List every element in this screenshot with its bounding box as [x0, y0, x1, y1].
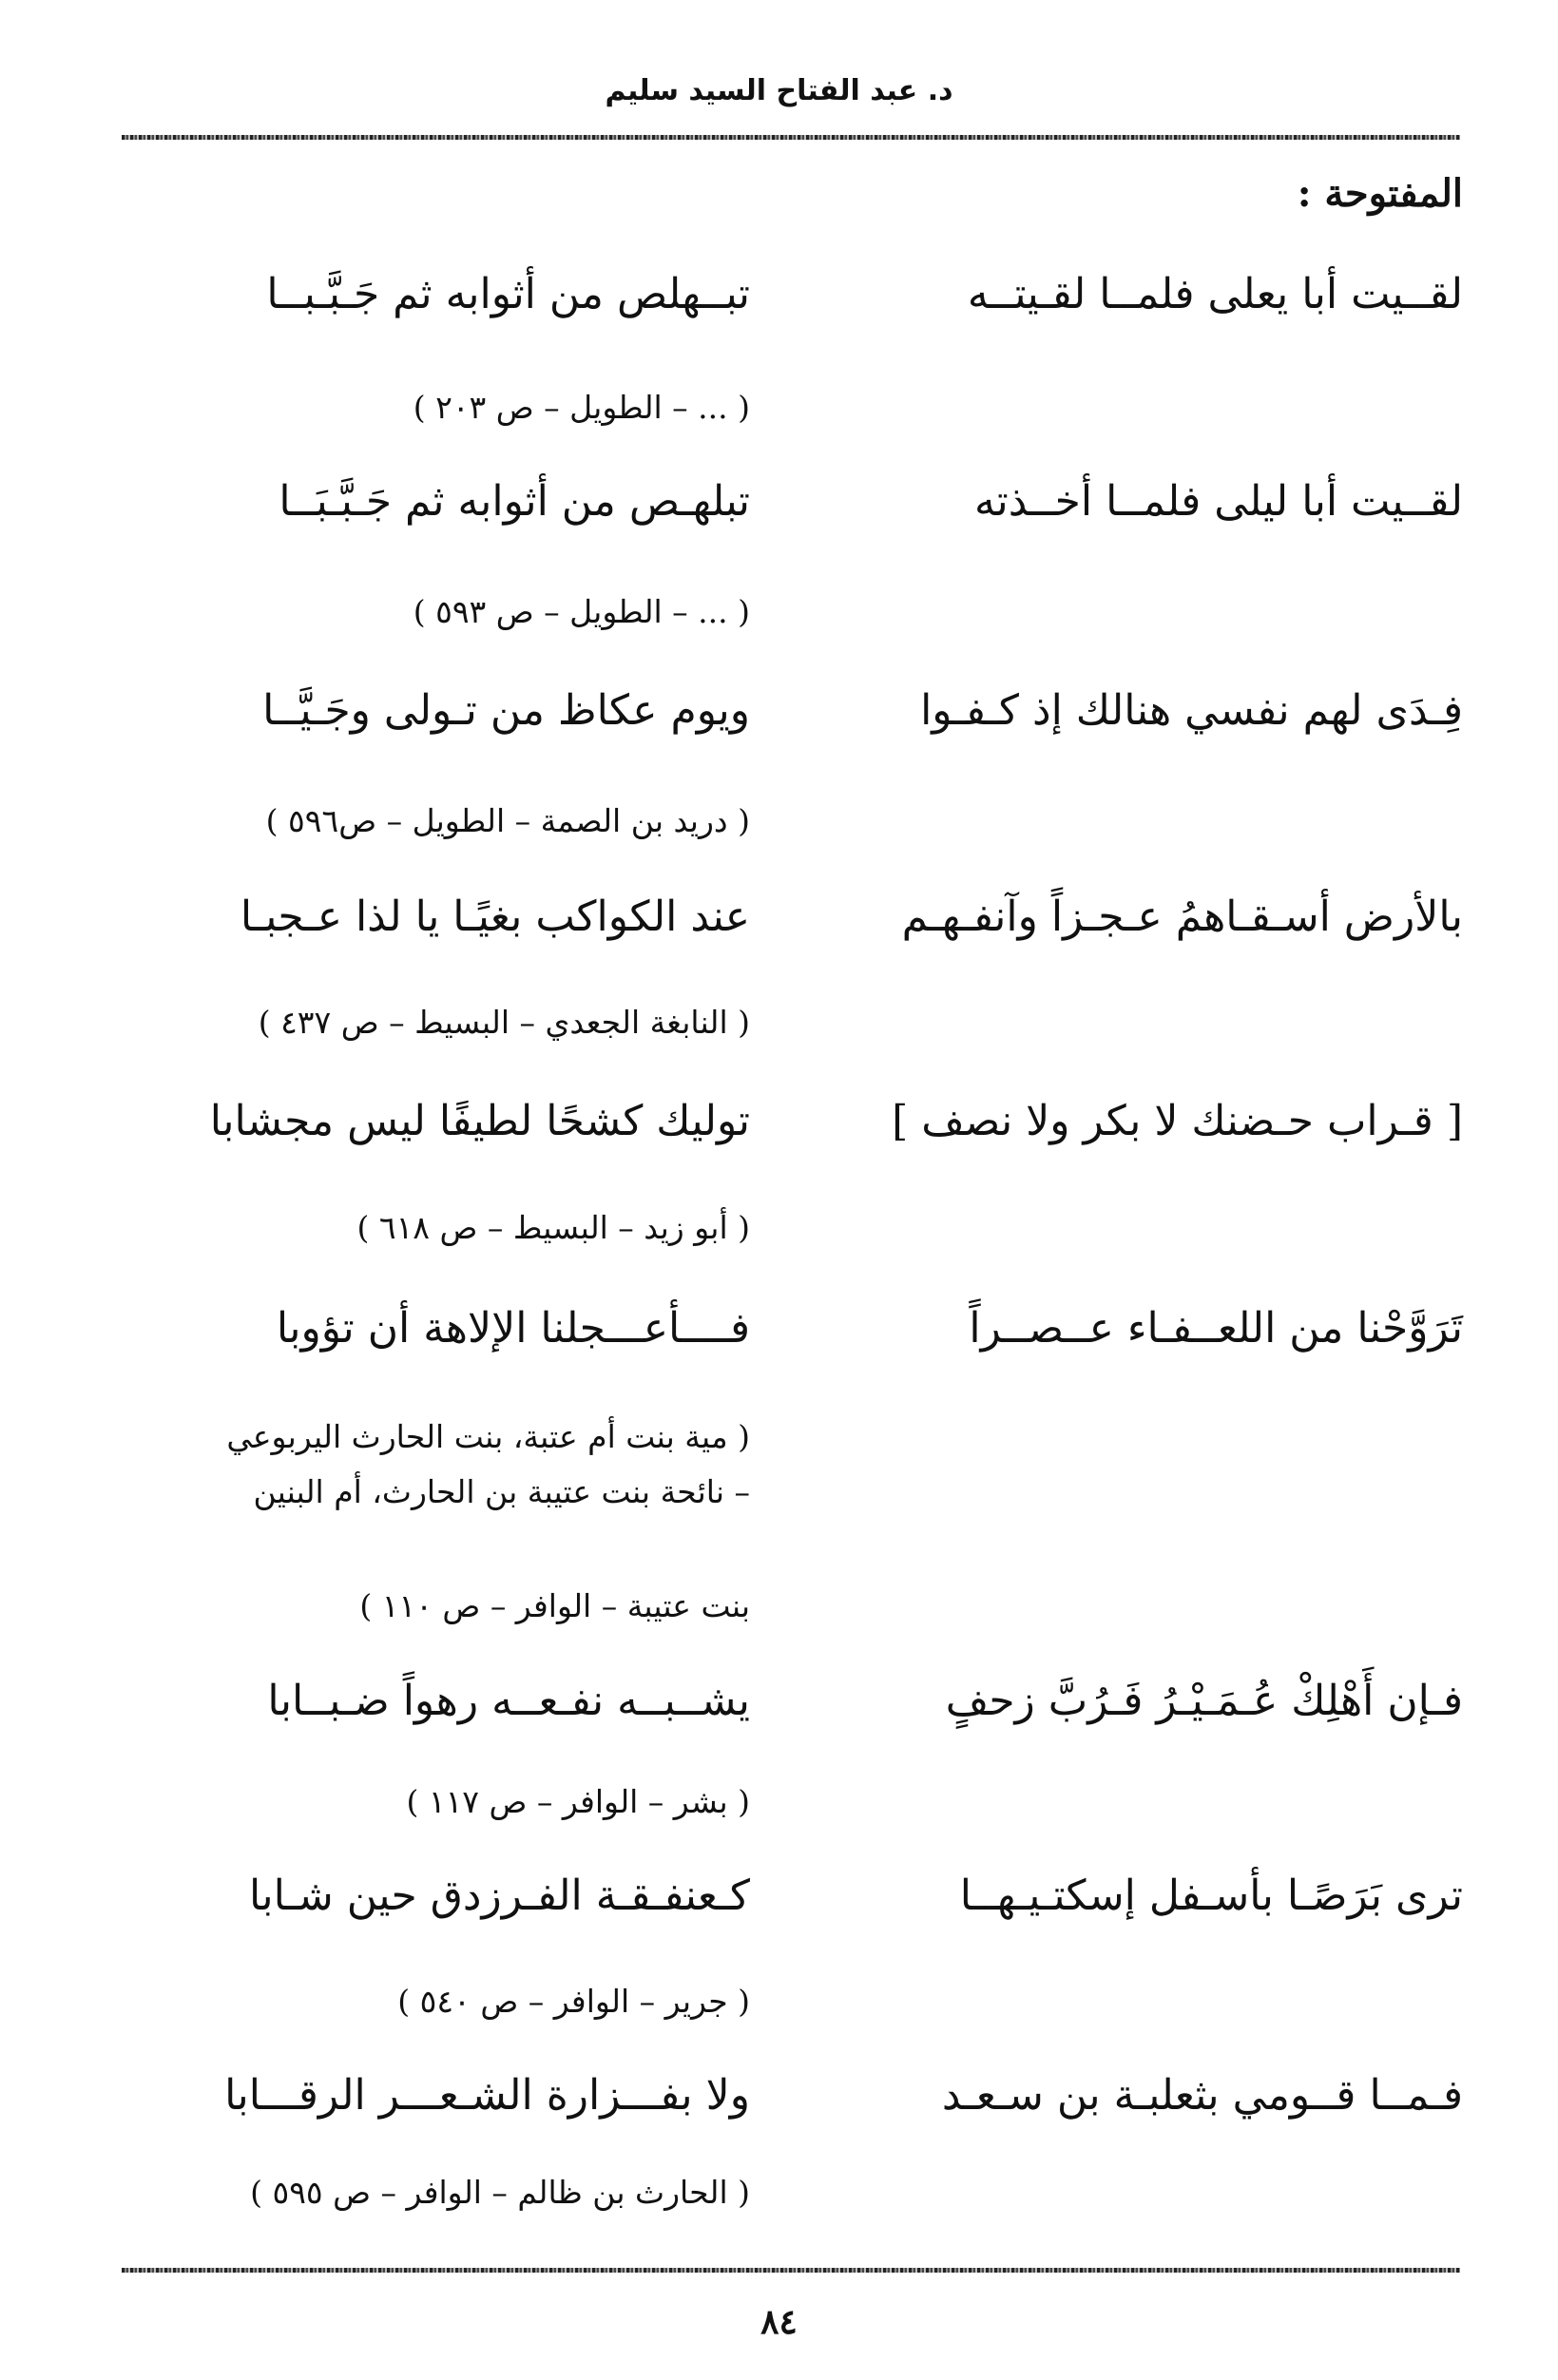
- verse-source: ( جرير – الوافر – ص ٥٤٠ ): [397, 1983, 750, 2020]
- verse-second-hemistich: ويوم عكاظ من تـولى وجَـيَّــا: [262, 686, 750, 735]
- verse-first-hemistich: فـإن أَهْلِكْ عُـمَـيْـرُ فَـرُبَّ زحفٍ: [945, 1677, 1463, 1725]
- verse-source: ( ... – الطويل – ص ٢٠٣ ): [413, 389, 750, 426]
- verse-first-hemistich: فِـدَى لهم نفسي هنالك إذ كـفـوا: [920, 686, 1463, 735]
- verse-second-hemistich: كـعنفـقـة الفـرزدق حين شـابا: [248, 1871, 750, 1920]
- section-title: المفتوحة :: [1297, 171, 1463, 216]
- verse-source-line: بنت عتيبة – الوافر – ص ١١٠ ): [359, 1587, 750, 1624]
- running-header: د. عبد الفتاح السيد سليم: [605, 74, 953, 107]
- verse-first-hemistich: لقــيت أبا ليلى فلمــا أخــذته: [973, 477, 1463, 526]
- verse-first-hemistich: فـمــا قــومي بثعلبـة بن سـعـد: [941, 2071, 1463, 2120]
- verse-first-hemistich: لقــيت أبا يعلى فلمــا لقـيتــه: [967, 270, 1463, 318]
- verse-second-hemistich: تبلهـص من أثوابه ثم جَـبَّـبَــا: [279, 477, 750, 526]
- page-number: ٨٤: [760, 2302, 798, 2342]
- verse-first-hemistich: تَرَوَّحْنا من اللعــفـاء عــصــراً: [969, 1304, 1463, 1353]
- verse-source: ( دريد بن الصمة – الطويل – ص٥٩٦ ): [265, 802, 750, 839]
- verse-second-hemistich: ولا بفـــزارة الشـعـــر الرقـــابا: [224, 2071, 750, 2120]
- verse-source-line: ( مية بنت أم عتبة، بنت الحارث اليربوعي: [226, 1418, 750, 1455]
- verse-first-hemistich: بالأرض أسـقـاهمُ عـجـزاً وآنفـهـم: [901, 892, 1463, 941]
- verse-source: ( النابغة الجعدي – البسيط – ص ٤٣٧ ): [258, 1004, 750, 1041]
- footer-rule: [122, 2268, 1460, 2273]
- verse-source: ( الحارث بن ظالم – الوافر – ص ٥٩٥ ): [250, 2174, 750, 2211]
- verse-source: ( ... – الطويل – ص ٥٩٣ ): [413, 593, 750, 630]
- verse-first-hemistich: [ قـراب حـضنك لا بكر ولا نصف ]: [892, 1097, 1463, 1145]
- verse-second-hemistich: توليك كشحًا لطيفًا ليس مجشابا: [209, 1097, 750, 1145]
- verse-source: ( بشر – الوافر – ص ١١٧ ): [406, 1783, 750, 1820]
- verse-source-line: – نائحة بنت عتيبة بن الحارث، أم البنين: [253, 1473, 750, 1510]
- verse-first-hemistich: ترى بَرَصًـا بأسـفل إسكتـيـهــا: [959, 1871, 1463, 1920]
- verse-second-hemistich: تبــهلص من أثوابه ثم جَـبَّـبــا: [266, 270, 750, 318]
- verse-second-hemistich: عند الكواكب بغيًـا يا لذا عـجبـا: [240, 892, 750, 941]
- verse-source: ( أبو زيد – البسيط – ص ٦١٨ ): [356, 1209, 750, 1246]
- verse-second-hemistich: فــــأعـــجلنا الإلاهة أن تؤوبا: [276, 1304, 750, 1353]
- verse-second-hemistich: يشــبــه نفـعــه رهواً ضـبــابا: [267, 1677, 750, 1725]
